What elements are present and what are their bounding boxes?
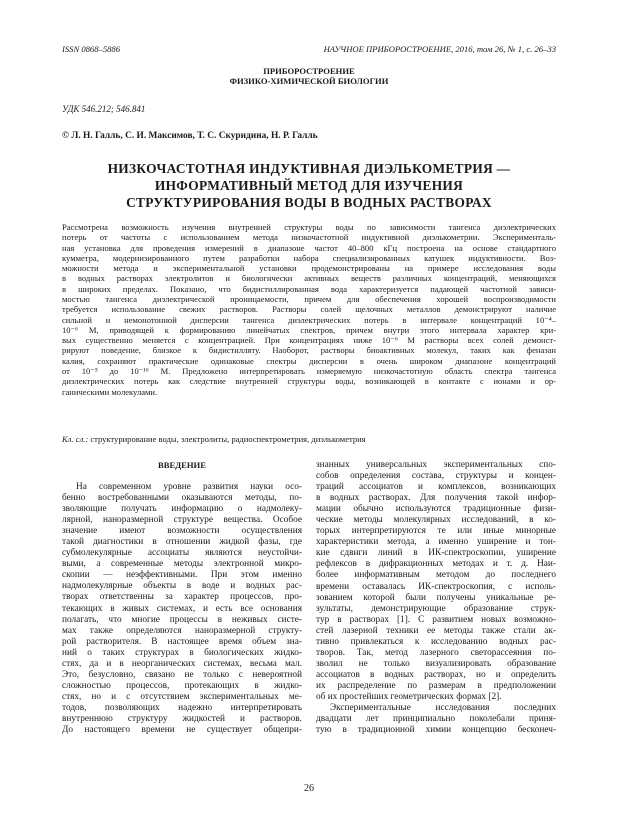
body-line: характеристики метода, а именно уширение и тон- [316,537,556,548]
left-column [62,482,302,736]
body-line: субмолекулярные ассоциаты являются неустойчи- [62,548,302,559]
body-line: траций ассоциатов и комплексов, возникающих [316,482,556,493]
body-line: двадцати лет принципиально поколебали приня- [316,714,556,725]
body-line: значение имеют возможности осуществления [62,526,302,537]
body-line: тур в растворах [1]. С развитием новых возможно- [316,614,556,625]
body-line: знанных универсальных экспериментальных спо- [316,460,556,470]
keywords-text: структурирование воды, электролиты, радиоспектрометрия, диэлькометрия [90,434,366,444]
section-heading-line2: ФИЗИКО-ХИМИЧЕСКОЙ БИОЛОГИИ [229,76,389,86]
body-line: полагать, что многие процессы в неживых систе- [62,614,302,625]
body-line: тую в традиционной химии концепцию бесконеч- [316,725,556,736]
body-line: стях, да и в неорганических системах, весьма мал. [62,658,302,669]
intro-heading: ВВЕДЕНИЕ [158,460,206,470]
abstract-line: можности метода и экспериментальной установки продемонстрированы на примере исследования воды [62,263,556,274]
paper-title [62,160,556,211]
body-line: в водных растворах. Для получения такой инфор- [316,493,556,504]
body-line: времени оставалась ИК-спектроскопия, с исполь- [316,581,556,592]
body-line: стях, но и с отсутствием экспериментальных ме- [62,691,302,702]
keywords-label: Кл. сл.: [62,434,89,444]
abstract-line: 10⁻⁶ М, приводящей к формированию линейчатых спектров, причем внутри этого интервала характер кри- [62,324,556,335]
body-line: надмолекулярные объекты в воде и водных рас- [62,581,302,592]
right-column [316,460,556,736]
body-line: зультаты, демонстрирующие образование струк- [316,603,556,614]
abstract-line: калия, сохраняют практические одинаковые спектры дисперсии в очень широком диапазоне концентраций [62,355,556,366]
section-heading-line1: ПРИБОРОСТРОЕНИЕ [263,66,355,76]
body-line: На современном уровне развития науки осо- [76,482,302,492]
body-line: текающих в живых системах, и есть все основания [62,603,302,614]
body-line: рой растворителя. В настоящее время объем зна- [62,636,302,647]
body-line: Экспериментальные исследования последних [330,703,556,714]
keywords [62,434,556,444]
abstract-line: мостью тангенса диэлектрической проницаемости, причем для обеспечения хорошей воспроизводимости [62,293,556,304]
body-line: ческие методы молекулярных исследований, в ко- [316,515,556,526]
body-line: тодов, позволяющих надежно интерпретировать [62,702,302,713]
title-line3: СТРУКТУРИРОВАНИЯ ВОДЫ В ВОДНЫХ РАСТВОРАХ [126,195,492,210]
abstract-line: ганическими молекулами. [62,386,158,397]
body-line: творах ответственны за характер процессов, про- [62,592,302,603]
body-line: бенно востребованными оказываются методы, по- [62,493,302,504]
abstract-line: требуется использование свежих растворов. Растворы солей щелочных металлов демонстрируют наличие [62,304,556,315]
body-line: До настоящего времени не существует общепри- [62,725,302,736]
abstract-line: вых существенно меняется с концентрацией. При концентрациях ниже 10⁻⁶ М растворы всех солей демонст- [62,335,556,346]
abstract-line: кумметра, модернизированного путем разработки набора специализированных катушек индуктивности. Воз- [62,252,556,263]
abstract-line: в водных растворах электролитов и биологически активных веществ различных концентраций, меняющихся [62,273,556,284]
body-line: такой диагностики в отношении жидкой фазы, где [62,537,302,548]
title-line2: ИНФОРМАТИВНЫЙ МЕТОД ДЛЯ ИЗУЧЕНИЯ [154,178,464,193]
body-line: выми, а современные методы электронной микро- [62,559,302,570]
body-line: зволил не только визуализировать образование [316,658,556,669]
body-line: сложностью процессов, протекающих в жидко- [62,680,302,691]
abstract-line: от 10⁻⁵ до 10⁻¹⁶ М. Предложено интерпретировать измеряемую низкочастотную область спектра тангенса [62,365,556,376]
udk-code: УДК 546.212; 546.841 [62,104,146,114]
issn-header: ISSN 0868–5886 [62,44,121,54]
body-line: внутреннюю структуру жидкостей и растворов. [62,713,302,724]
body-line: скопии — неэффективными. При этом именно [62,570,302,581]
body-line: их распределение по размерам в предположении [316,680,556,691]
page-number: 26 [304,783,314,794]
abstract-line: в широких пределах. Показано, что бидистиллированная вода характеризуется падающей частотной зависи- [62,283,556,294]
section-heading [0,66,618,86]
body-line: рефлексов в дифракционных методах и т. д. Наи- [316,559,556,570]
abstract-line: диэлектрических потерь как следствие внутренней структуры воды, возникающей в контакте с ионами и ор- [62,376,556,387]
body-line: торых интерпретируются те или иные минорные [316,526,556,537]
abstract-line: ная установка для проведения измерений в диапазоне частот 40–800 кГц построена на основе стандартного [62,242,556,253]
body-line: зованием которой были получены уникальные ре- [316,592,556,603]
journal-header: НАУЧНОЕ ПРИБОРОСТРОЕНИЕ, 2016, том 26, № 1, с. 26–33 [323,44,556,54]
body-line: ассоциатов в водных растворах, но и определить [316,669,556,680]
abstract-line: рируют поведение, близкое к бидистилляту. Наоборот, растворы биоактивных молекул, таких как феназан [62,345,556,356]
body-line: творов. Так, метод лазерного светорассеяния по- [316,647,556,658]
body-line: лярной, наноразмерной структуре вещества. Особое [62,515,302,526]
body-line: об их простейших геометрических формах [2]. [316,691,502,702]
abstract [62,222,556,397]
title-line1: НИЗКОЧАСТОТНАЯ ИНДУКТИВНАЯ ДИЭЛЬКОМЕТРИЯ — [107,161,511,176]
body-line: Это, безусловно, связано не только с невероятной [62,669,302,680]
body-line: мации обычно используются традиционные физи- [316,504,556,515]
body-line: более информативным методом до последнего [316,570,556,581]
abstract-line: потерь от частоты с использованием метода низкочастотной индуктивной диэлькометрии. Эксперименталь- [62,232,556,243]
body-line: стей лазерной техники ее методы также стали ак- [316,625,556,636]
abstract-line: Рассмотрена возможность изучения внутренней структуры воды по зависимости тангенса диэлектрических [62,222,556,232]
body-line: собов определения состава, структуры и концен- [316,471,556,482]
body-line: ний о таких структурах в биологических жидко- [62,647,302,658]
body-line: мах также определяются наноразмерной структу- [62,625,302,636]
body-line: тивно привлекаться к исследованию водных рас- [316,636,556,647]
body-line: кие сдвиги линий в ИК-спектроскопии, уширение [316,548,556,559]
abstract-line: сильной и немонотонной дисперсии тангенса диэлектрических потерь в интервале концентраций 10⁻⁴– [62,314,556,325]
body-line: зволяющие получать информацию о надмолеку- [62,504,302,515]
authors: © Л. Н. Галль, С. И. Максимов, Т. С. Скуридина, Н. Р. Галль [62,131,318,141]
